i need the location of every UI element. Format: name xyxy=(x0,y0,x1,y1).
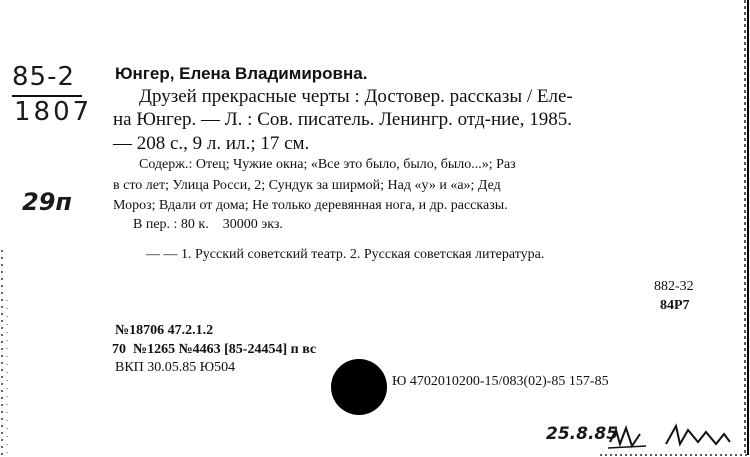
contents-line-3: Мороз; Вдали от дома; Не только деревянная нога, и др. рассказы. xyxy=(113,198,508,213)
classification-1: 882-32 xyxy=(654,279,694,294)
contents-line-2: в сто лет; Улица Росси, 2; Сундук за ширмой; Над «у» и «а»; Дед xyxy=(113,178,501,193)
classification-2: 84Р7 xyxy=(660,298,690,313)
punch-hole xyxy=(331,359,387,415)
handwritten-date: 25.8.85 xyxy=(546,424,619,444)
contents-line-1: Содерж.: Отец; Чужие окна; «Все это было, было, было...»; Раз xyxy=(139,157,516,172)
handwritten-mark: 29п xyxy=(22,188,72,216)
isbn-line: Ю 4702010200-15/083(02)-85 157-85 xyxy=(392,374,609,389)
price-and-copies: В пер. : 80 к. 30000 экз. xyxy=(133,217,283,232)
title-line-2: на Юнгер. — Л. : Сов. писатель. Ленингр. отд-ние, 1985. xyxy=(113,109,572,130)
registry-prefix: 70 xyxy=(112,342,126,357)
title-line-1: Друзей прекрасные черты : Достовер. рассказы / Еле- xyxy=(139,86,573,107)
call-number-top: 85-2 xyxy=(12,62,76,92)
call-number-bottom: 1807 xyxy=(14,97,93,127)
registry-line-3: ВКП 30.05.85 Ю504 xyxy=(115,360,236,375)
author-heading: Юнгер, Елена Владимировна. xyxy=(115,64,368,83)
subject-headings: — — 1. Русский советский театр. 2. Русская советская литература. xyxy=(146,247,545,262)
registry-line-2: №1265 №4463 [85-24454] п вс xyxy=(133,342,317,357)
signature-scribble xyxy=(606,420,746,452)
title-line-3: — 208 с., 9 л. ил.; 17 см. xyxy=(113,133,310,154)
registry-line-1: №18706 47.2.1.2 xyxy=(115,323,214,338)
